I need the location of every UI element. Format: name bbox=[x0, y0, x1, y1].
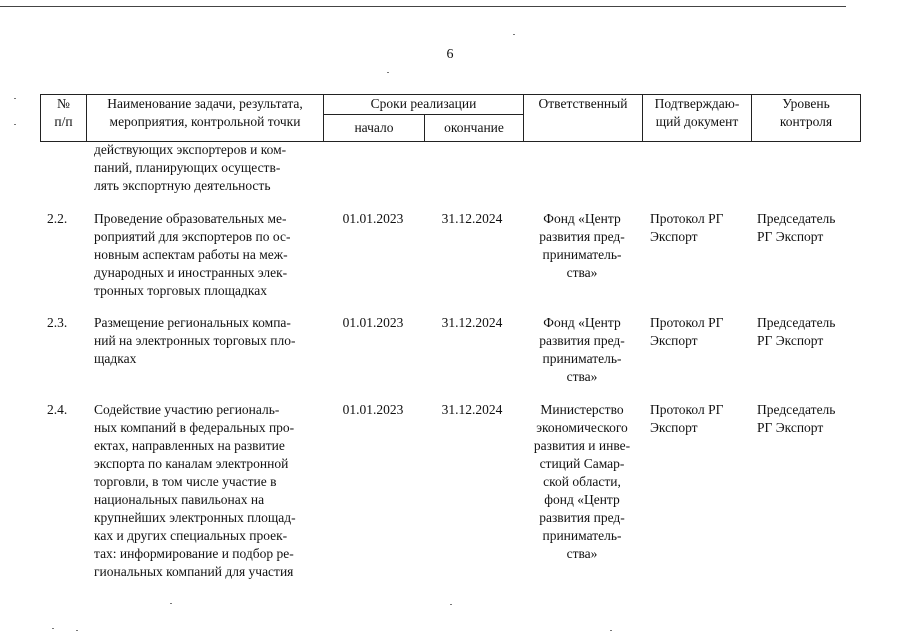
responsible-line: развития пред- bbox=[539, 510, 625, 525]
row-task bbox=[94, 210, 319, 300]
responsible-line: ства» bbox=[566, 265, 598, 280]
header-num-line2: п/п bbox=[54, 114, 73, 129]
doc-line: Протокол РГ bbox=[650, 402, 724, 417]
control-line: РГ Экспорт bbox=[757, 229, 824, 244]
header-end-label: окончание bbox=[444, 120, 504, 135]
header-name-line1: Наименование задачи, результата, bbox=[107, 96, 303, 111]
scan-speck bbox=[52, 628, 54, 629]
task-line: тронных торговых площадках bbox=[94, 283, 268, 298]
header-start-label: начало bbox=[354, 120, 394, 135]
row-doc bbox=[650, 401, 750, 437]
scan-speck bbox=[76, 630, 78, 631]
task-line: Проведение образовательных ме- bbox=[94, 211, 287, 226]
control-line: РГ Экспорт bbox=[757, 420, 824, 435]
row-control bbox=[757, 210, 857, 246]
task-line: Содействие участию региональ- bbox=[94, 402, 280, 417]
header-control-line1: Уровень bbox=[782, 96, 830, 111]
task-line: торговли, в том числе участие в bbox=[94, 474, 277, 489]
task-line: экспорта по каналам электронной bbox=[94, 456, 289, 471]
header-control-line2: контроля bbox=[779, 114, 833, 129]
row-doc bbox=[650, 210, 750, 246]
continuation-line: действующих экспортеров и ком- bbox=[94, 142, 287, 157]
task-line: ний на электронных торговых пло- bbox=[94, 333, 296, 348]
row-end-date: 31.12.2024 bbox=[441, 402, 503, 417]
row-responsible bbox=[527, 314, 637, 386]
doc-line: Экспорт bbox=[650, 420, 698, 435]
task-line: ных компаний в федеральных про- bbox=[94, 420, 295, 435]
header-name bbox=[86, 94, 324, 142]
task-line: роприятий для экспортеров по ос- bbox=[94, 229, 291, 244]
responsible-line: Фонд «Центр bbox=[543, 211, 621, 226]
row-end-date: 31.12.2024 bbox=[441, 315, 503, 330]
task-line: национальных павильонах на bbox=[94, 492, 265, 507]
top-border-line bbox=[0, 6, 846, 7]
scan-speck bbox=[14, 98, 16, 99]
responsible-line: развития и инве- bbox=[533, 438, 631, 453]
responsible-line: Фонд «Центр bbox=[543, 315, 621, 330]
control-line: РГ Экспорт bbox=[757, 333, 824, 348]
control-line: Председатель bbox=[757, 315, 836, 330]
scan-speck bbox=[513, 34, 515, 35]
continuation-line: лять экспортную деятельность bbox=[94, 178, 271, 193]
responsible-line: ской области, bbox=[543, 474, 621, 489]
doc-line: Протокол РГ bbox=[650, 211, 724, 226]
scan-speck bbox=[14, 124, 16, 125]
responsible-line: Министерство bbox=[540, 402, 624, 417]
task-line: ектах, направленных на развитие bbox=[94, 438, 285, 453]
responsible-line: экономического bbox=[536, 420, 628, 435]
task-line: ках и других специальных проек- bbox=[94, 528, 288, 543]
doc-line: Экспорт bbox=[650, 333, 698, 348]
task-line: дународных и иностранных элек- bbox=[94, 265, 288, 280]
page-number: 6 bbox=[446, 47, 454, 62]
row-task bbox=[94, 314, 319, 368]
responsible-line: приниматель- bbox=[542, 247, 622, 262]
header-responsible bbox=[523, 94, 643, 142]
row-responsible bbox=[527, 210, 637, 282]
row-responsible bbox=[527, 401, 637, 563]
scan-speck bbox=[450, 604, 452, 605]
row-task bbox=[94, 401, 319, 581]
row-start-date: 01.01.2023 bbox=[342, 402, 404, 417]
doc-line: Протокол РГ bbox=[650, 315, 724, 330]
responsible-line: развития пред- bbox=[539, 229, 625, 244]
header-doc-line1: Подтверждаю- bbox=[654, 96, 740, 111]
header-num bbox=[40, 94, 87, 142]
header-num-line1: № bbox=[57, 96, 70, 111]
header-doc bbox=[642, 94, 752, 142]
row-number: 2.3. bbox=[47, 315, 68, 330]
task-line: новным аспектам работы на меж- bbox=[94, 247, 288, 262]
continuation-line: паний, планирующих осуществ- bbox=[94, 160, 281, 175]
row-start-date: 01.01.2023 bbox=[342, 315, 404, 330]
header-doc-line2: щий документ bbox=[655, 114, 739, 129]
row-end-date: 31.12.2024 bbox=[441, 211, 503, 226]
responsible-line: развития пред- bbox=[539, 333, 625, 348]
row-control bbox=[757, 401, 857, 437]
row-doc bbox=[650, 314, 750, 350]
header-name-line2: мероприятия, контрольной точки bbox=[109, 114, 301, 129]
header-timing bbox=[323, 94, 524, 115]
row-number: 2.4. bbox=[47, 402, 68, 417]
task-line: щадках bbox=[94, 351, 137, 366]
responsible-line: ства» bbox=[566, 546, 598, 561]
responsible-line: приниматель- bbox=[542, 351, 622, 366]
task-line: Размещение региональных компа- bbox=[94, 315, 291, 330]
row-start-date: 01.01.2023 bbox=[342, 211, 404, 226]
task-line: крупнейших электронных площад- bbox=[94, 510, 296, 525]
header-timing-label: Сроки реализации bbox=[370, 96, 477, 111]
row-number: 2.2. bbox=[47, 211, 68, 226]
doc-line: Экспорт bbox=[650, 229, 698, 244]
responsible-line: стиций Самар- bbox=[539, 456, 625, 471]
header-end bbox=[424, 114, 524, 142]
row-control bbox=[757, 314, 857, 350]
task-line: тах: информирование и подбор ре- bbox=[94, 546, 294, 561]
responsible-line: фонд «Центр bbox=[544, 492, 620, 507]
header-start bbox=[323, 114, 425, 142]
header-control bbox=[751, 94, 861, 142]
continuation-text bbox=[94, 141, 319, 195]
scan-speck bbox=[170, 603, 172, 604]
header-responsible-label: Ответственный bbox=[538, 96, 628, 111]
control-line: Председатель bbox=[757, 402, 836, 417]
responsible-line: приниматель- bbox=[542, 528, 622, 543]
task-line: гиональных компаний для участия bbox=[94, 564, 294, 579]
control-line: Председатель bbox=[757, 211, 836, 226]
responsible-line: ства» bbox=[566, 369, 598, 384]
scan-speck bbox=[387, 72, 389, 73]
scan-speck bbox=[610, 630, 612, 631]
